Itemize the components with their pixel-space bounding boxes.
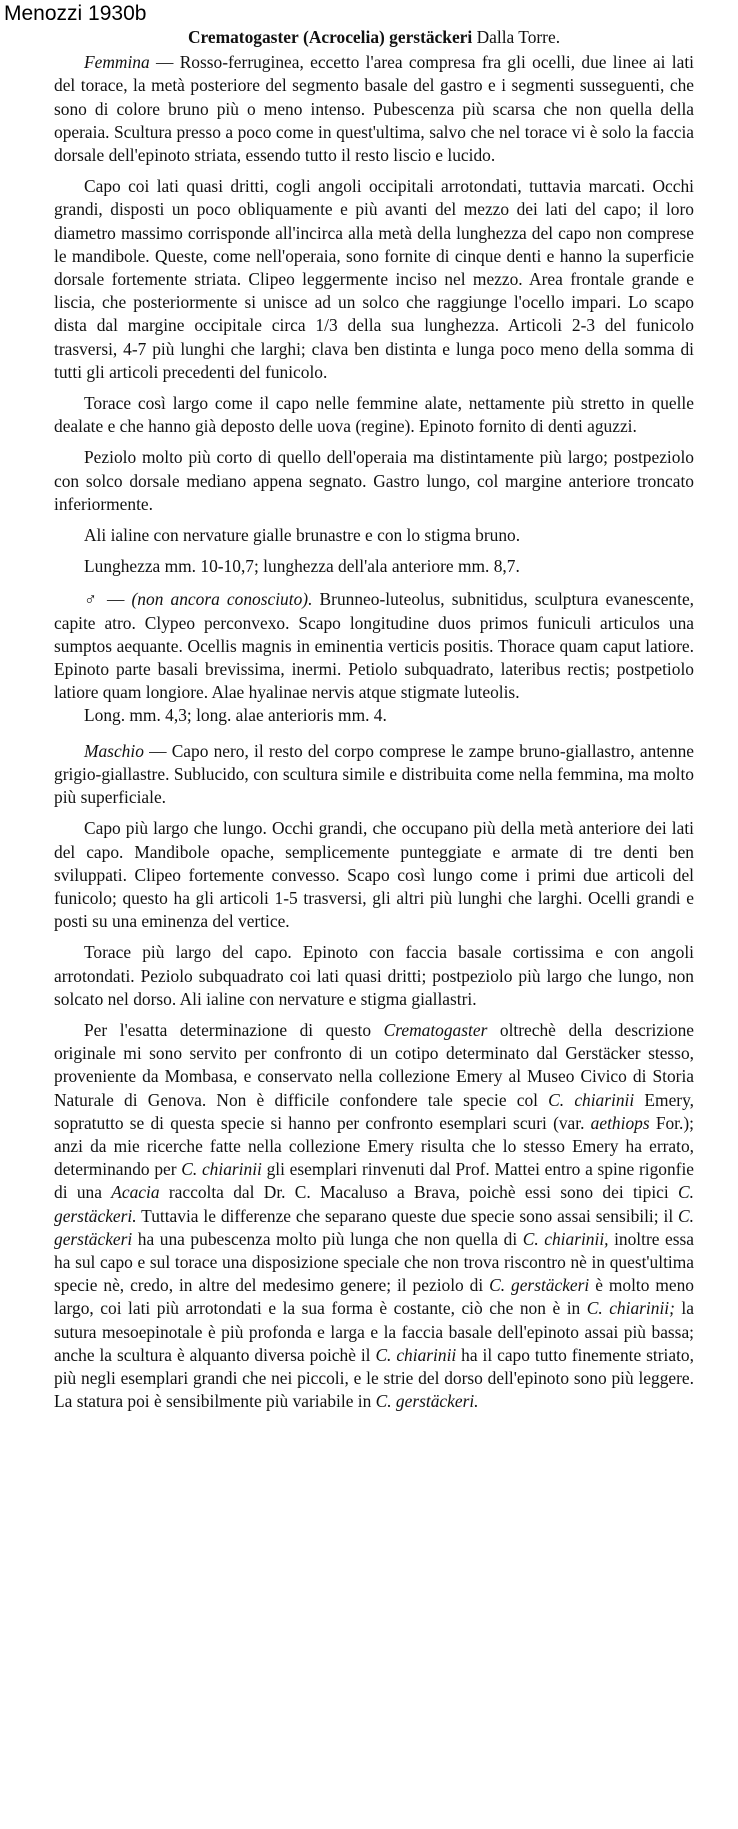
species-name: gerstäckeri xyxy=(389,27,473,47)
subgenus-name: (Acrocelia) xyxy=(303,27,385,47)
female-paragraph-2: Capo coi lati quasi dritti, cogli angoli occipitali arrotondati, tuttavia marcati. Occhi grandi, disposti un poco obliquamente e più avanti del mezzo dei lati del capo; il loro diametro massimo corrisponde all'incirca alla metà della lunghezza del capo non comprese le mandibole. Queste, come nell'operaia, sono fornite di cinque denti e hanno la superficie dorsale fortemente striata. Clipeo leggermente inciso nel mezzo. Area frontale grande e liscia, che posteriormente si unisce ad un solco che raggiunge l'ocello impari. Lo scapo dista dal margine occipitale circa 1/3 della sua lunghezza. Articoli 2-3 del funicolo trasversi, 4-7 più lunghi che larghi; clava ben distinta e lunga poco meno della somma di tutti gli articoli precedenti del funicolo. xyxy=(54,176,694,382)
female-label: Femmina xyxy=(84,52,150,73)
male-symbol: ♂ xyxy=(84,589,100,610)
document-body xyxy=(54,26,694,1421)
male-label: Maschio xyxy=(84,740,144,761)
male-paragraph-2: Capo più largo che lungo. Occhi grandi, che occupano più della metà anteriore dei lati del capo. Mandibole opache, semplicemente punteggiate e armate di tre denti ben sviluppati. Clipeo fortemente convesso. Scapo così lungo come i primi due articoli del funicolo; questo ha gli articoli 1-5 trasversi, gli altri più lunghi che larghi. Ocelli grandi e posti su una eminenza del vertice. xyxy=(54,818,694,932)
female-measurements: Lunghezza mm. 10-10,7; lunghezza dell'ala anteriore mm. 8,7. xyxy=(84,556,520,577)
discussion-paragraph: Per l'esatta determinazione di questo Crematogaster oltrechè della descrizione originale mi sono servito per confronto di un cotipo determinato dal Gerstäcker stesso, proveniente da Mombasa, e conservato nella collezione Emery al Museo Civico di Storia Naturale di Genova. Non è difficile confondere tale specie col C. chiarinii Emery, sopratutto se di questa specie si hanno per confronto esemplari scuri (var. aethiops For.); anzi da mie ricerche fatte nella collezione Emery risulta che lo stesso Emery ha errato, determinando per C. chiarinii gli esemplari rinvenuti dal Prof. Mattei entro a spine rigonfie di una Acacia raccolta dal Dr. C. Macaluso a Brava, poichè essi sono dei tipici C. gerstäckeri. Tuttavia le differenze che separano queste due specie sono assai sensibili; il C. gerstäckeri ha una pubescenza molto più lunga che non quella di C. chiarinii, inoltre essa ha sul capo e sul torace una disposizione speciale che non trova riscontro nè in quest'ultima specie nè, credo, in altre del medesimo genere; il peziolo di C. gerstäckeri è molto meno largo, coi lati più arrotondati e la sua forma è costante, ciò che non è in C. chiarinii; la sutura mesoepinotale è più profonda e larga e la faccia basale dell'epinoto assai più bassa; anche la scultura è alquanto diversa poichè il C. chiarinii ha il capo tutto finemente striato, più negli esemplari grandi che nei piccoli, e le strie del dorso dell'epinoto sono più leggere. La statura poi è sensibilmente più variabile in C. gerstäckeri. xyxy=(54,1019,695,1412)
species-heading xyxy=(54,26,694,49)
female-paragraph-3: Torace così largo come il capo nelle femmine alate, nettamente più stretto in quelle dealate e che hanno già deposto delle uova (regine). Epinoto fornito di denti aguzzi. xyxy=(54,393,694,437)
female-paragraph-1: Femmina — Rosso-ferruginea, eccetto l'area compresa fra gli ocelli, due linee ai lati del torace, la metà posteriore del segmento basale del gastro e i segmenti susseguenti, che sono di colore bruno più o meno intenso. Pubescenza più scarsa che non quella della operaia. Scultura presso a poco come in quest'ultima, salvo che nel torace vi è solo la faccia dorsale dell'epinoto striata, essendo tutto il resto liscio e lucido. xyxy=(54,52,694,166)
source-tag: Menozzi 1930b xyxy=(4,2,147,25)
species-author: Dalla Torre. xyxy=(476,27,561,47)
latin-note: (non ancora conosciuto). xyxy=(131,589,313,610)
latin-measurements: Long. mm. 4,3; long. alae anterioris mm. 4. xyxy=(84,705,387,726)
female-paragraph-4: Peziolo molto più corto di quello dell'operaia ma distintamente più largo; postpeziolo con solco dorsale mediano appena segnato. Gastro lungo, col margine anteriore troncato inferiormente. xyxy=(54,447,694,514)
female-paragraph-5: Ali ialine con nervature gialle brunastre e con lo stigma bruno. xyxy=(84,525,521,546)
latin-description: ♂ — (non ancora conosciuto). Brunneo-luteolus, subnitidus, sculptura evanescente, capite atro. Clypeo perconvexo. Scapo longitudine duos primos funiculi articulos una sumptos aequante. Ocellis magnis in eminentia verticis positis. Thorace quam caput latiore. Epinoto parte basali brevissima, inermi. Petiolo subquadrato, lateribus rectis; postpetiolo latiore quam longiore. Alae hyalinae nervis atque stigmate luteolis. xyxy=(54,589,695,703)
male-paragraph-3: Torace più largo del capo. Epinoto con faccia basale cortissima e con angoli arrotondati. Peziolo subquadrato coi lati quasi dritti; postpeziolo più largo che lungo, non solcato nel dorso. Ali ialine con nervature e stigma giallastri. xyxy=(54,942,694,1009)
genus-name: Crematogaster xyxy=(187,27,299,47)
male-paragraph-1: Maschio — Capo nero, il resto del corpo comprese le zampe bruno-giallastro, antenne grigio-giallastre. Sublucido, con scultura simile e distribuita come nella femmina, ma molto più superficiale. xyxy=(54,740,694,808)
